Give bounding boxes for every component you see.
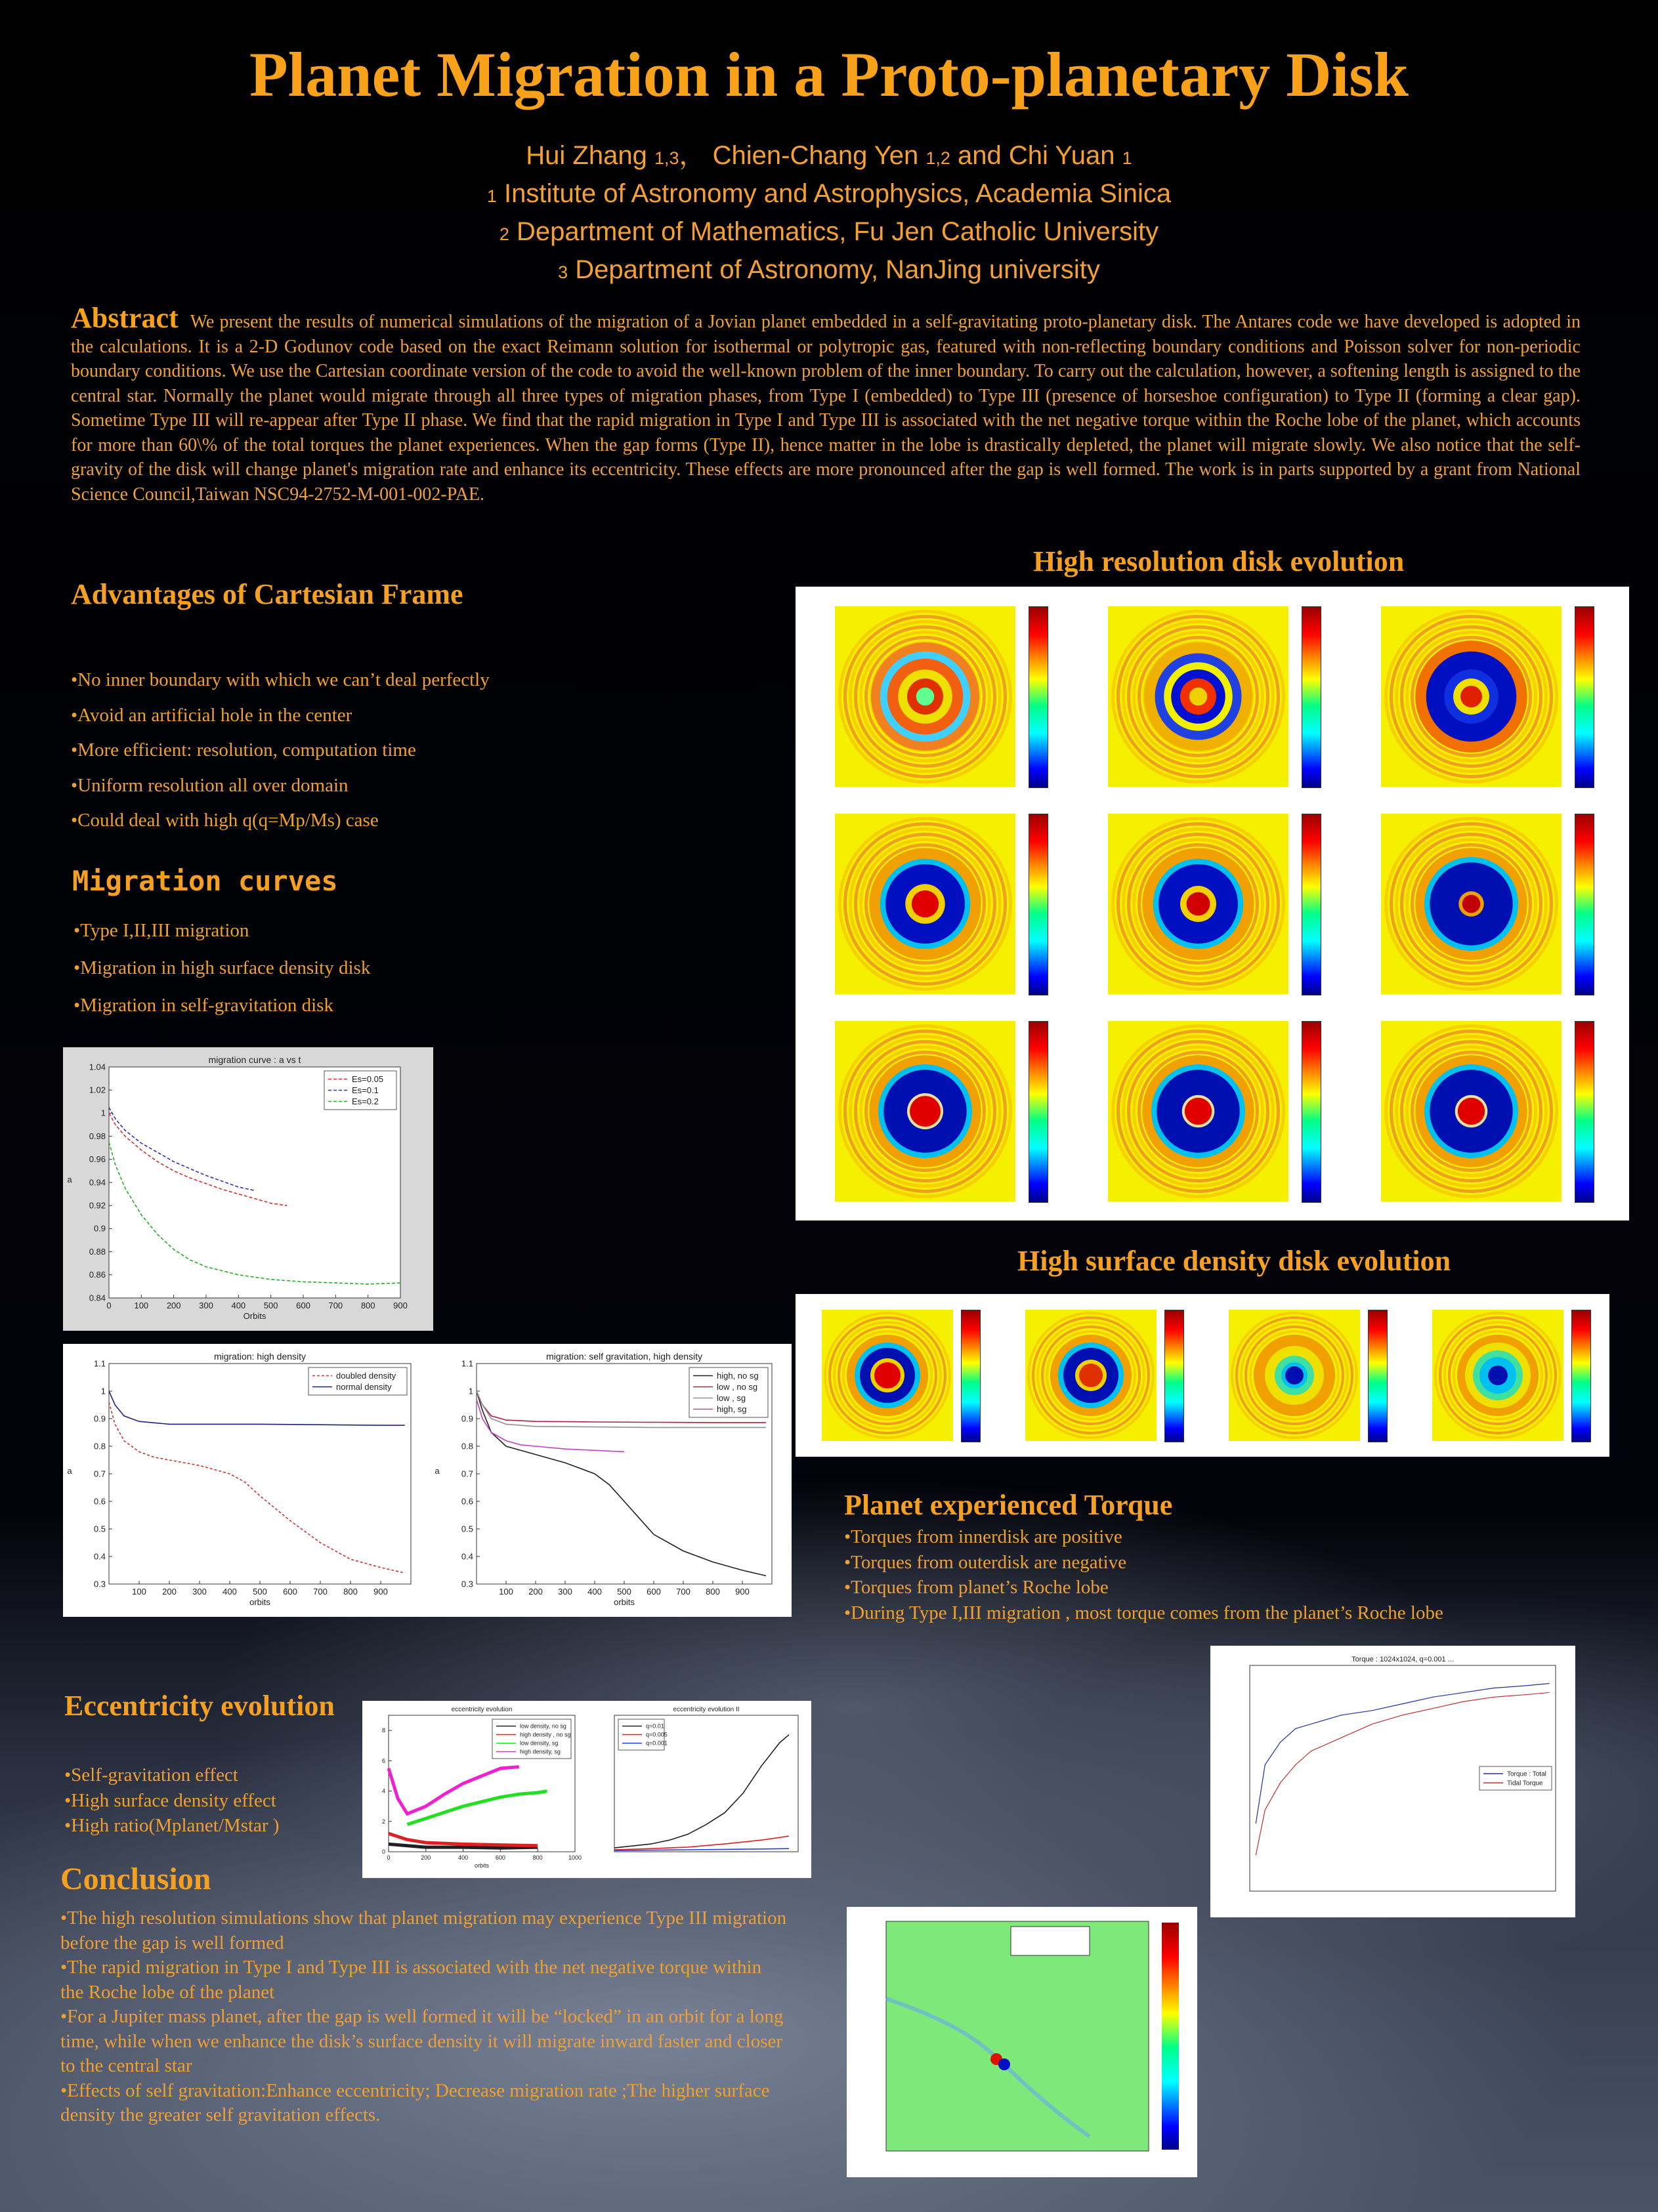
authors-block — [0, 138, 1658, 290]
disk-grid-svg — [796, 587, 1629, 1221]
y-tick-label: 1.1 — [93, 1358, 106, 1369]
legend-entry: Es=0.05 — [352, 1074, 384, 1084]
colorbar — [1029, 606, 1048, 788]
x-tick-label: 1000 — [568, 1854, 582, 1861]
list-item: •Torques from planet’s Roche lobe — [844, 1577, 1109, 1598]
y-tick-label: 1 — [100, 1108, 106, 1118]
x-tick-label: 600 — [495, 1854, 505, 1861]
planet-negative-torque — [998, 2058, 1010, 2070]
y-tick-label: 0.7 — [461, 1469, 473, 1479]
x-tick-label: 900 — [735, 1587, 750, 1596]
x-tick-label: 400 — [458, 1854, 469, 1861]
x-tick-label: 500 — [617, 1587, 631, 1596]
y-tick-label: 0.6 — [461, 1496, 473, 1507]
x-tick-label: 800 — [360, 1301, 375, 1310]
y-tick-label: 8 — [381, 1727, 385, 1734]
legend-entry: low , no sg — [717, 1381, 758, 1392]
y-tick-label: 1 — [100, 1386, 106, 1396]
eccentricity-heading: Eccentricity evolution — [64, 1690, 335, 1722]
y-tick-label: 0.94 — [89, 1177, 106, 1188]
y-tick-label: 2 — [381, 1818, 385, 1825]
author-line: Hui Zhang 1,3， Chien-Chang Yen 1,2 and Chi Yuan 1 — [526, 141, 1132, 170]
y-axis-label: a — [67, 1175, 72, 1184]
y-tick-label: 0.5 — [461, 1524, 473, 1534]
x-tick-label: 700 — [328, 1301, 343, 1310]
x-tick-label: 600 — [296, 1301, 310, 1310]
migration-heading: Migration curves — [72, 865, 338, 897]
plot-area — [109, 1364, 411, 1584]
migration-list — [74, 912, 370, 1024]
y-tick-label: 0.4 — [93, 1551, 106, 1562]
abstract-text: We present the results of numerical simulations of the migration of a Jovian planet embedded in a self-gravitating proto-planetary disk. The Antares code we have developed is adopted in the calculations. It is a 2-D Godunov code based on the exact Reimann solution for isothermal or polytropic gas, featured with non-reflecting boundary conditions and Poisson solver for non-periodic boundary conditions. We use the Cartesian coordinate version of the code to avoid the well-known problem of the inner boundary. To carry out the calculation, however, a softening length is assigned to the central star. Normally the planet would migrate through all three types of migration phases, from Type I (embedded) to Type III (presence of horseshoe configuration) to Type II (forming a clear gap). Sometime Type III will re-appear after Type II phase. We find that the rapid migration in Type I and Type III is associated with the net negative torque within the Roche lobe of the planet, which accounts for more than 60\% of the total torques the planet experiences. When the gap forms (Type II), hence matter in the lobe is drastically depleted, the planet will migrate slowly. We also notice that the self-gravity of the disk will change planet's migration rate and enhance its eccentricity. These effects are more pronounced after the gap is well formed. The work is in parts supported by a grant from National Science Council,Taiwan NSC94-2752-M-001-002-PAE. — [71, 312, 1581, 505]
disk-ring — [1187, 892, 1210, 916]
torque-heading: Planet experienced Torque — [844, 1489, 1173, 1521]
y-tick-label: 0.9 — [93, 1413, 106, 1424]
torque-list — [844, 1524, 1443, 1625]
x-axis-label: Orbits — [243, 1311, 266, 1321]
legend-entry: q=0.005 — [646, 1731, 668, 1738]
y-tick-label: 1.1 — [461, 1358, 473, 1369]
migration-curve-chart — [63, 1047, 433, 1331]
list-item: •More efficient: resolution, computation time — [71, 740, 416, 761]
x-tick-label: 800 — [532, 1854, 543, 1861]
list-item: •Type I,II,III migration — [74, 920, 249, 941]
colorbar — [1302, 814, 1321, 995]
x-tick-label: 600 — [647, 1587, 661, 1596]
legend-entry: high density, sg — [520, 1748, 561, 1755]
colorbar — [1302, 1021, 1321, 1203]
x-tick-label: 0 — [387, 1854, 391, 1861]
legend-entry: high density , no sg — [520, 1731, 571, 1738]
disk-ring — [874, 1362, 901, 1388]
y-tick-label: 1.04 — [89, 1062, 106, 1072]
colorbar — [1575, 606, 1594, 788]
author-sup: 1,3 — [654, 148, 679, 168]
list-item: •Torques from innerdisk are positive — [844, 1526, 1122, 1547]
legend-entry: high, no sg — [717, 1370, 759, 1381]
x-tick-label: 700 — [676, 1587, 691, 1596]
affiliation-2: 2 Department of Mathematics, Fu Jen Catholic University — [499, 217, 1159, 246]
y-tick-label: 0.84 — [89, 1293, 106, 1303]
legend-entry: q=0.001 — [646, 1740, 668, 1747]
list-item: •The high resolution simulations show that planet migration may experience Type III migration before the gap is well formed — [60, 1908, 787, 1953]
list-item: •Uniform resolution all over domain — [71, 774, 349, 796]
disk-snapshot — [1108, 814, 1288, 994]
y-tick-label: 0 — [381, 1848, 385, 1855]
legend-entry: Tidal Torque — [1507, 1780, 1543, 1787]
disk-ring — [1079, 1364, 1103, 1387]
disk-ring — [1285, 1366, 1304, 1385]
x-tick-label: 200 — [166, 1301, 181, 1310]
colorbar — [1029, 814, 1048, 995]
migration-high-density-chart — [63, 1344, 431, 1617]
x-tick-label: 100 — [132, 1587, 146, 1596]
disk-snapshot — [1108, 1021, 1288, 1201]
legend-entry: q=0.01 — [646, 1722, 664, 1730]
author-hui-zhang: Hui Zhang — [526, 141, 647, 170]
y-tick-label: 0.3 — [93, 1579, 106, 1589]
eccentricity-chart-2 — [591, 1701, 811, 1878]
conclusion-heading: Conclusion — [60, 1862, 211, 1896]
affiliation-3: 3 Department of Astronomy, NanJing university — [558, 255, 1100, 284]
author-chi-yuan: and Chi Yuan — [958, 141, 1115, 170]
y-tick-label: 0.9 — [93, 1223, 106, 1234]
y-tick-label: 0.88 — [89, 1246, 106, 1257]
y-tick-label: 0.8 — [461, 1441, 473, 1451]
advantages-list — [71, 663, 490, 839]
x-axis-label: orbits — [474, 1862, 490, 1869]
author-chien-chang-yen: Chien-Chang Yen — [712, 141, 919, 170]
x-tick-label: 200 — [162, 1587, 177, 1596]
disk-ring — [1189, 688, 1208, 706]
chart-title: eccentricity evolution II — [673, 1706, 740, 1713]
y-tick-label: 0.5 — [93, 1524, 106, 1534]
disk-snapshot — [822, 1310, 953, 1441]
x-tick-label: 200 — [421, 1854, 431, 1861]
highres-heading: High resolution disk evolution — [1033, 545, 1405, 577]
list-item: •Self-gravitation effect — [64, 1764, 238, 1785]
list-item: •Avoid an artificial hole in the center — [71, 704, 352, 726]
chart-title: migration curve : a vs t — [208, 1054, 301, 1065]
x-tick-label: 200 — [528, 1587, 543, 1596]
y-tick-label: 0.92 — [89, 1200, 106, 1211]
disk-ring — [916, 688, 935, 706]
highsd-heading: High surface density disk evolution — [1017, 1245, 1451, 1277]
disk-ring — [1185, 1098, 1212, 1125]
list-item: •For a Jupiter mass planet, after the gap is well formed it will be “locked” in an orbit for a long time, while when we enhance the disk’s surface density it will migrate inward faster and closer to the central star — [60, 2006, 784, 2076]
torque-map-figure — [847, 1907, 1197, 2177]
highsd-disk-row — [796, 1294, 1609, 1457]
eccentricity-chart-1 — [362, 1701, 588, 1878]
abstract-heading: Abstract — [71, 302, 179, 334]
y-tick-label: 4 — [381, 1787, 385, 1795]
disk-snapshot — [1025, 1310, 1157, 1441]
author-sup: 1,2 — [925, 148, 950, 168]
y-tick-label: 1 — [468, 1386, 473, 1396]
disk-ring — [1460, 686, 1482, 707]
x-tick-label: 500 — [263, 1301, 278, 1310]
y-tick-label: 1.02 — [89, 1085, 106, 1095]
author-sup: 1 — [1122, 148, 1132, 168]
legend-entry: high, sg — [717, 1404, 747, 1414]
x-tick-label: 400 — [587, 1587, 602, 1596]
x-tick-label: 0 — [106, 1301, 112, 1310]
legend-entry: normal density — [336, 1381, 392, 1392]
list-item: •High ratio(Mplanet/Mstar ) — [64, 1815, 280, 1836]
list-item: •The rapid migration in Type I and Type III is associated with the net negative torque within the Roche lobe of the planet — [60, 1957, 762, 2003]
colorbar — [1575, 814, 1594, 995]
affiliation-1: 1 Institute of Astronomy and Astrophysics, Academia Sinica — [486, 179, 1172, 208]
disk-snapshot — [1381, 606, 1562, 787]
x-tick-label: 900 — [393, 1301, 408, 1310]
y-tick-label: 0.9 — [461, 1413, 473, 1424]
info-box — [1011, 1927, 1090, 1955]
disk-ring — [1458, 1098, 1485, 1125]
legend-entry: low , sg — [717, 1392, 746, 1403]
legend-entry: Es=0.2 — [352, 1096, 379, 1106]
colorbar — [1029, 1021, 1048, 1203]
colorbar — [1571, 1310, 1591, 1442]
y-tick-label: 0.7 — [93, 1469, 106, 1479]
poster-title: Planet Migration in a Proto-planetary Disk — [249, 39, 1409, 110]
colorbar — [1164, 1310, 1184, 1442]
chart-title: migration: high density — [213, 1351, 307, 1362]
disk-snapshot — [1432, 1310, 1563, 1441]
torque-chart — [1210, 1646, 1575, 1917]
x-tick-label: 700 — [313, 1587, 328, 1596]
disk-snapshot — [1381, 1021, 1562, 1201]
y-axis-label: a — [435, 1466, 440, 1476]
chart-title: migration: self gravitation, high density — [545, 1351, 703, 1362]
disk-snapshot — [1229, 1310, 1360, 1441]
legend-entry: Es=0.1 — [352, 1085, 379, 1095]
advantages-heading: Advantages of Cartesian Frame — [71, 578, 463, 610]
list-item: •Effects of self gravitation:Enhance eccentricity; Decrease migration rate ;The higher surface density the greater self gravitation effects. — [60, 2079, 770, 2125]
x-tick-label: 100 — [499, 1587, 513, 1596]
disk-ring — [912, 890, 939, 917]
list-item: •During Type I,III migration , most torque comes from the planet’s Roche lobe — [844, 1602, 1443, 1623]
x-tick-label: 300 — [199, 1301, 213, 1310]
x-tick-label: 300 — [558, 1587, 572, 1596]
list-item: •No inner boundary with which we can’t deal perfectly — [71, 669, 490, 690]
x-axis-label: orbits — [249, 1597, 270, 1607]
abstract — [71, 302, 1581, 507]
disk-snapshot — [835, 606, 1015, 787]
legend-entry: doubled density — [336, 1370, 396, 1381]
disk-snapshot — [1108, 606, 1288, 787]
y-tick-label: 0.6 — [93, 1496, 106, 1507]
y-tick-label: 0.8 — [93, 1441, 106, 1451]
migration-self-gravitation-chart — [431, 1344, 792, 1617]
list-item: •Torques from outerdisk are negative — [844, 1551, 1127, 1573]
x-tick-label: 100 — [134, 1301, 149, 1310]
list-item: •Migration in self-gravitation disk — [74, 995, 333, 1016]
legend-entry: low density, sg — [520, 1740, 559, 1747]
colorbar — [1162, 1923, 1179, 2150]
legend-entry: low density, no sg — [520, 1722, 566, 1730]
y-tick-label: 0.98 — [89, 1131, 106, 1141]
list-item: •Could deal with high q(q=Mp/Ms) case — [71, 810, 379, 831]
list-item: •Migration in high surface density disk — [74, 957, 371, 978]
disk-ring — [1462, 895, 1481, 913]
x-tick-label: 800 — [706, 1587, 720, 1596]
x-tick-label: 600 — [283, 1587, 297, 1596]
disk-ring — [1488, 1366, 1508, 1385]
conclusion-list — [60, 1906, 789, 2128]
colorbar — [961, 1310, 981, 1442]
disk-row-svg — [796, 1294, 1609, 1457]
disk-snapshot — [1381, 814, 1562, 994]
x-axis-label: orbits — [614, 1597, 635, 1607]
colorbar — [1575, 1021, 1594, 1203]
y-tick-label: 6 — [381, 1757, 385, 1764]
list-item: •High surface density effect — [64, 1789, 276, 1811]
y-tick-label: 0.3 — [461, 1579, 473, 1589]
colorbar — [1368, 1310, 1388, 1442]
disk-ring — [910, 1096, 941, 1127]
x-tick-label: 300 — [192, 1587, 207, 1596]
x-tick-label: 900 — [373, 1587, 388, 1596]
x-tick-label: 500 — [253, 1587, 267, 1596]
disk-snapshot — [835, 1021, 1015, 1201]
y-tick-label: 0.4 — [461, 1551, 473, 1562]
y-axis-label: a — [67, 1466, 72, 1476]
colorbar — [1302, 606, 1321, 788]
x-tick-label: 800 — [343, 1587, 358, 1596]
x-tick-label: 400 — [223, 1587, 237, 1596]
highres-disk-grid — [796, 587, 1629, 1221]
x-tick-label: 400 — [231, 1301, 246, 1310]
legend-entry: Torque : Total — [1507, 1770, 1546, 1778]
disk-snapshot — [835, 814, 1015, 994]
eccentricity-list — [64, 1763, 279, 1839]
chart-title: Torque : 1024x1024, q=0.001 ... — [1351, 1656, 1454, 1663]
y-tick-label: 0.96 — [89, 1154, 106, 1165]
chart-title: eccentricity evolution — [451, 1706, 513, 1713]
y-tick-label: 0.86 — [89, 1270, 106, 1280]
